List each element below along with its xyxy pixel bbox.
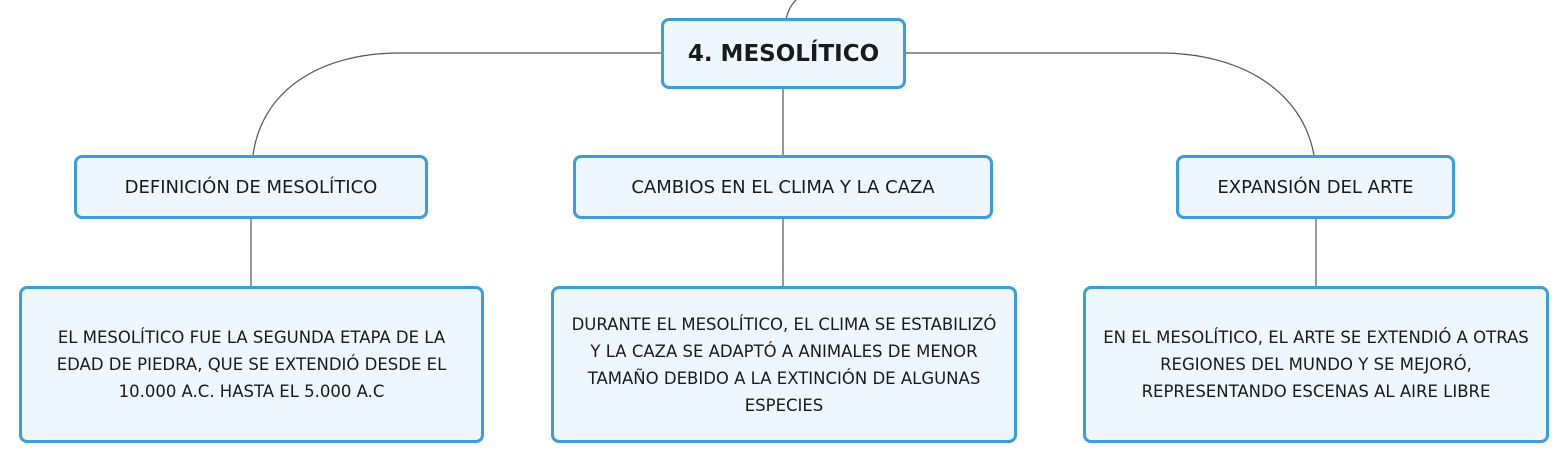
topic-expansion[interactable]: EXPANSIÓN DEL ARTE: [1176, 155, 1455, 219]
connector-root-to-definicion: [253, 53, 662, 155]
detail-definicion[interactable]: EL MESOLÍTICO FUE LA SEGUNDA ETAPA DE LA EDAD DE PIEDRA, QUE SE EXTENDIÓ DESDE EL 10.000 A.C. HASTA EL 5.000 A.C: [19, 286, 484, 443]
connector-root-to-expansion: [905, 53, 1314, 155]
root-topic[interactable]: 4. MESOLÍTICO: [661, 18, 906, 89]
connector-from-parent: [786, 0, 796, 19]
topic-cambios[interactable]: CAMBIOS EN EL CLIMA Y LA CAZA: [573, 155, 993, 219]
detail-expansion[interactable]: EN EL MESOLÍTICO, EL ARTE SE EXTENDIÓ A OTRAS REGIONES DEL MUNDO Y SE MEJORÓ, REPRESENTANDO ESCENAS AL AIRE LIBRE: [1083, 286, 1549, 443]
topic-definicion[interactable]: DEFINICIÓN DE MESOLÍTICO: [74, 155, 428, 219]
detail-cambios[interactable]: DURANTE EL MESOLÍTICO, EL CLIMA SE ESTABILIZÓ Y LA CAZA SE ADAPTÓ A ANIMALES DE MENOR TAMAÑO DEBIDO A LA EXTINCIÓN DE ALGUNAS ESPECIES: [551, 286, 1017, 443]
